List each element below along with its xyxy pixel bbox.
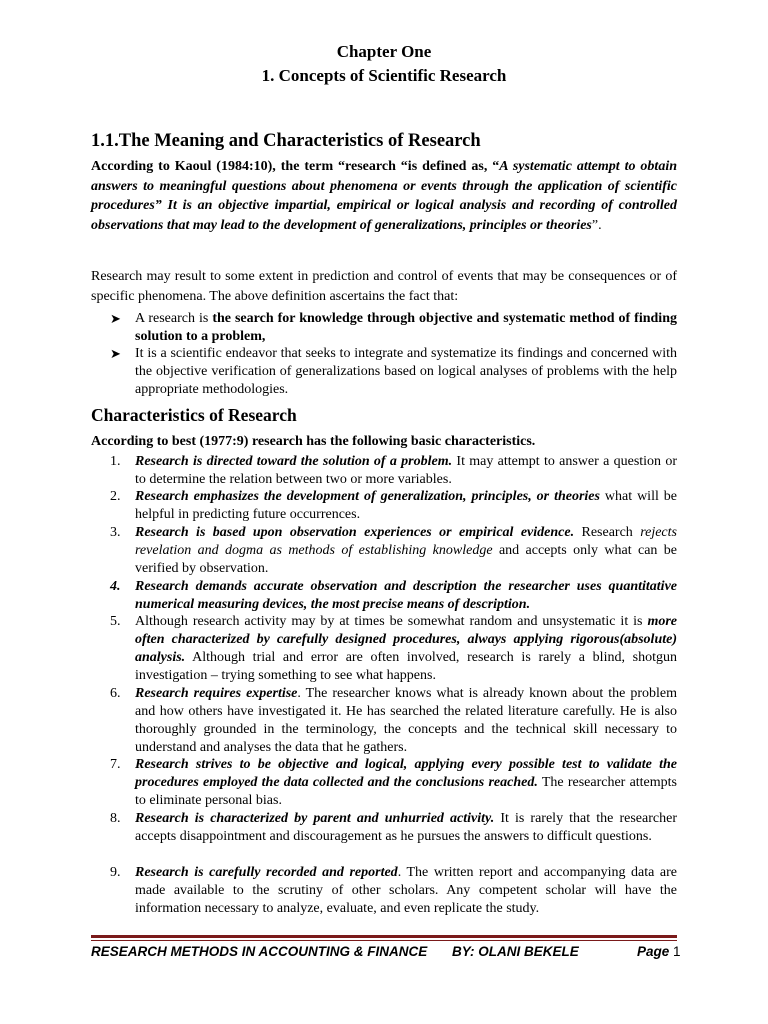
arrow-bullet-icon: ➤ [110,311,121,326]
item-text: It is rarely that the researcher accepts disappointment and discouragement as he pursues the answers to difficult questions. [135,811,677,844]
item-number: 5. [110,614,121,629]
item-bold: Research is carefully recorded and reported [135,865,398,880]
footer-page-number: 1 [673,944,681,959]
item-bold: Research is based upon observation experiences or empirical evidence. [135,525,575,540]
item-text: Although trial and error are often involved, research is rarely a blind, shotgun investigation – trying something to see what happens. [135,650,677,683]
list-item [110,613,677,685]
item-text: what will be helpful in predicting future occurrences. [135,489,677,522]
chapter-title: Chapter One [336,42,432,61]
section-heading-meaning: 1.1.The Meaning and Characteristics of Research [91,131,481,151]
list-item [110,864,677,918]
item-italic: rejects revelation and dogma as methods of establishing knowledge [135,525,677,558]
item-number: 1. [110,454,121,469]
item-number: 8. [110,811,121,826]
footer-course: RESEARCH METHODS IN ACCOUNTING & FINANCE [91,944,428,959]
item-number: 7. [110,757,121,772]
characteristics-intro: According to best (1977:9) research has the following basic characteristics. [91,434,536,449]
footer-divider [91,935,677,938]
item-text: . The written report and accompanying data are made available to the scrutiny of other scholars. Any competent scholar will have the information necessary to analyze, evaluate, and even replicate the study. [135,865,677,916]
footer-page [637,944,681,959]
item-bold: Research is directed toward the solution of a problem. [135,454,453,469]
list-item [110,578,677,614]
definition-intro: According to Kaoul (1984:10), the term “research “is defined as, “ [91,159,500,174]
item-text: The researcher attempts to eliminate personal bias. [135,775,678,808]
list-item [110,685,677,757]
footer-page-label: Page [637,944,670,959]
item-bold: Research emphasizes the development of generalization, principles, or theories [135,489,600,504]
item-text: It may attempt to answer a question or to determine the relation between two or more variables. [135,454,678,487]
item-number: 6. [110,686,121,701]
item-bold: Research demands accurate observation and description the researcher uses quantitative numerical measuring devices, the most precise means of description. [135,579,677,612]
definition-paragraph [91,157,677,235]
item-bold: Research is characterized by parent and unhurried activity. [135,811,495,826]
consequence-paragraph: Research may result to some extent in prediction and control of events that may be consequences or of specific phenomena. The above definition ascertains the fact that: [91,269,677,304]
item-number: 3. [110,525,121,540]
definition-end: ”. [591,217,602,233]
list-item [110,756,678,810]
bullet-item [110,310,677,346]
item-bold: Research strives to be objective and logical, applying every possible test to validate the procedures employed the data collected and the conclusions reached. [135,757,677,790]
bullet-bold-text: the search for knowledge through objective and systematic method of finding solution to a problem, [135,311,677,344]
item-text: Research [574,525,641,540]
item-bold: Research requires expertise [135,686,298,701]
item-number: 2. [110,489,121,504]
item-bold: more often characterized by carefully designed procedures, always applying rigorous(absolute) analysis. [135,614,677,665]
footer-divider-thin [91,940,677,941]
item-text-pre: Although research activity may by at times be somewhat random and unsystematic it is [135,614,648,629]
list-item [110,488,677,524]
list-item [110,524,678,578]
item-text: . The researcher knows what is already known about the problem and how others have investigated it. He has searched the related literature carefully. He is also thoroughly grounded in the terminology, the concepts and the technical skill necessary to understand and analyses the data that he gathers. [135,686,677,755]
bullet-text: A research is [135,311,213,326]
list-item [110,810,677,846]
section-heading-characteristics: Characteristics of Research [91,405,297,425]
chapter-subtitle: 1. Concepts of Scientific Research [261,66,507,85]
bullet-text: It is a scientific endeavor that seeks to integrate and systematize its findings and concerned with the objective verification of generalizations based on logical analyses of problems with the help appropriate methodologies. [135,346,677,397]
footer-author: BY: OLANI BEKELE [452,944,579,959]
item-number: 9. [110,865,121,880]
arrow-bullet-icon: ➤ [110,346,121,361]
bullet-item [110,345,677,399]
item-number: 4. [110,579,121,594]
definition-quote: A systematic attempt to obtain answers to meaningful questions about phenomena or events through the application of scientific procedures” It is an objective impartial, empirical or logical analysis and recording of controlled observations that may lead to the development of generalizations, principles or theories [91,159,677,233]
list-item [110,453,678,489]
item-text-end: and accepts only what can be verified by observation. [135,543,678,576]
